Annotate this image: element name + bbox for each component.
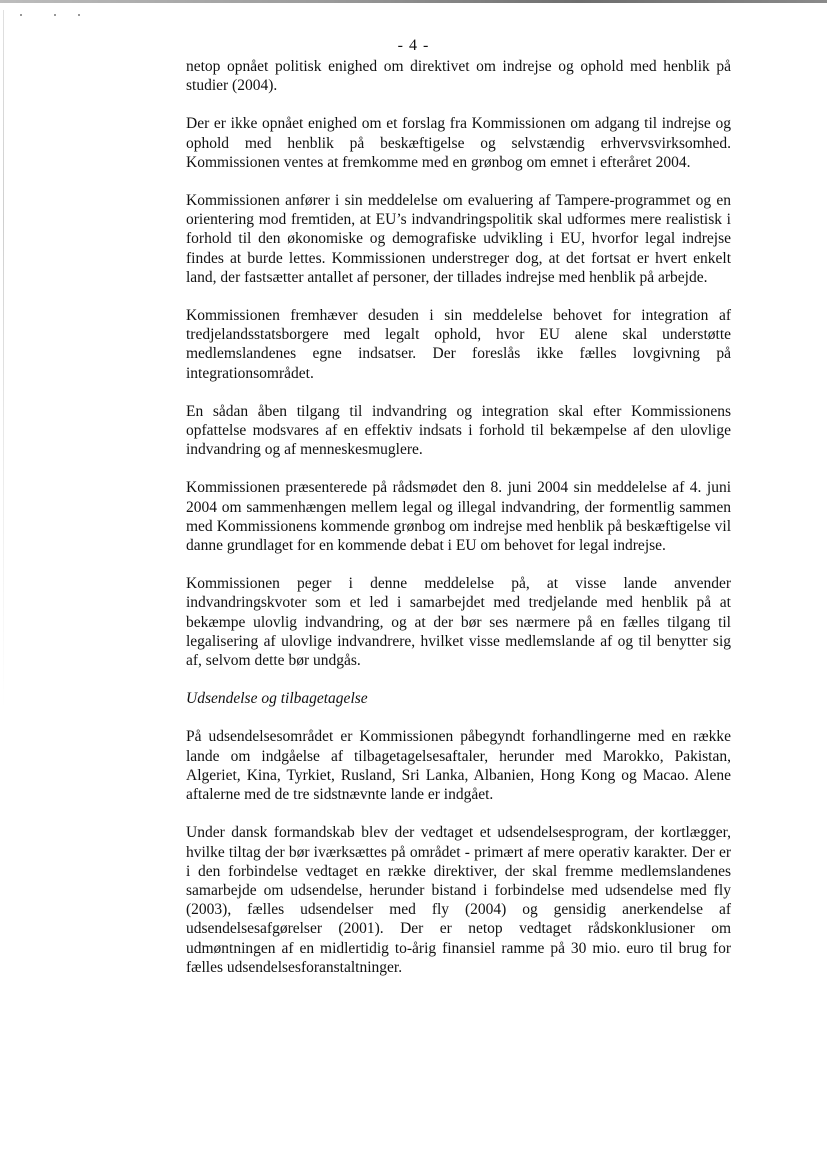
paragraph: På udsendelsesområdet er Kommissionen påbegyndt forhandlingerne med en række lande om indgåelse af tilbagetagelsesaftaler, herunder med Marokko, Pakistan, Algeriet, Kina, Tyrkiet, Rusland, Sri Lanka, Albanien, Hong Kong og Macao. Alene aftalerne med de tre sidstnævnte lande er indgået. bbox=[186, 728, 731, 804]
scan-top-edge bbox=[0, 0, 827, 3]
paragraph: netop opnået politisk enighed om direktivet om indrejse og ophold med henblik på studier (2004). bbox=[186, 58, 731, 95]
paragraph: Kommissionen fremhæver desuden i sin meddelelse behovet for integration af tredjelandsstatsborgere med legalt ophold, hvor EU alene skal understøtte medlemslandenes egne indsatser. Der foreslås ikke fælles lovgivning på integrationsområdet. bbox=[186, 307, 731, 382]
paragraph: Under dansk formandskab blev der vedtaget et udsendelsesprogram, der kortlægger, hvilke tiltag der bør iværksættes på området - primært af mere operativ karakter. Der er i den forbindelse vedtaget en række direktiver, der skal fremme medlemslandenes samarbejde om udsendelse, herunder bistand i forbindelse med udsendelse med fly (2003), fælles udsendelser med fly (2004) og gensidig anerkendelse af udsendelsesafgørelser (2001). Der er netop vedtaget rådskonklusioner om udmøntningen af en midlertidig to-årig finansiel ramme på 30 mio. euro til brug for fælles udsendelsesforanstaltninger. bbox=[186, 824, 731, 976]
document-body bbox=[186, 57, 731, 996]
paragraph: Kommissionen præsenterede på rådsmødet den 8. juni 2004 sin meddelelse af 4. juni 2004 om sammenhængen mellem legal og illegal indvandring, der formentlig sammen med Kommissionens kommende grønbog om indrejse med henblik på beskæftigelse vil danne grundlaget for en kommende debat i EU om behovet for legal indrejse. bbox=[186, 479, 731, 555]
scan-artifact-dots bbox=[20, 14, 100, 20]
paragraph: Kommissionen anfører i sin meddelelse om evaluering af Tampere-programmet og en orientering mod fremtiden, at EU’s indvandringspolitik skal udformes mere realistisk i forhold til den økonomiske og demografiske udvikling i EU, hvorfor legal indrejse findes at burde lettes. Kommissionen understreger dog, at det fortsat er hvert enkelt land, der fastsætter antallet af personer, der tillades indrejse med henblik på arbejde. bbox=[186, 192, 731, 286]
section-heading: Udsendelse og tilbagetagelse bbox=[186, 690, 368, 708]
page-number: - 4 - bbox=[397, 37, 430, 54]
paragraph: Der er ikke opnået enighed om et forslag fra Kommissionen om adgang til indrejse og ophold med henblik på beskæftigelse og selvstændig erhvervsvirksomhed. Kommissionen ventes at fremkomme med en grønbog om emnet i efteråret 2004. bbox=[186, 115, 731, 171]
paragraph: En sådan åben tilgang til indvandring og integration skal efter Kommissionens opfattelse modsvares af en effektiv indsats i forhold til bekæmpelse af den ulovlige indvandring og af menneskesmuglere. bbox=[186, 402, 731, 459]
scan-left-edge bbox=[3, 10, 4, 710]
paragraph: Kommissionen peger i denne meddelelse på, at visse lande anvender indvandringskvoter som et led i samarbejdet med tredjelande med henblik på at bekæmpe ulovlig indvandring, og at der bør ses nærmere på en fælles tilgang til legalisering af ulovlige indvandrere, hvilket visse medlemslande af og til benytter sig af, selvom dette bør undgås. bbox=[186, 575, 731, 670]
